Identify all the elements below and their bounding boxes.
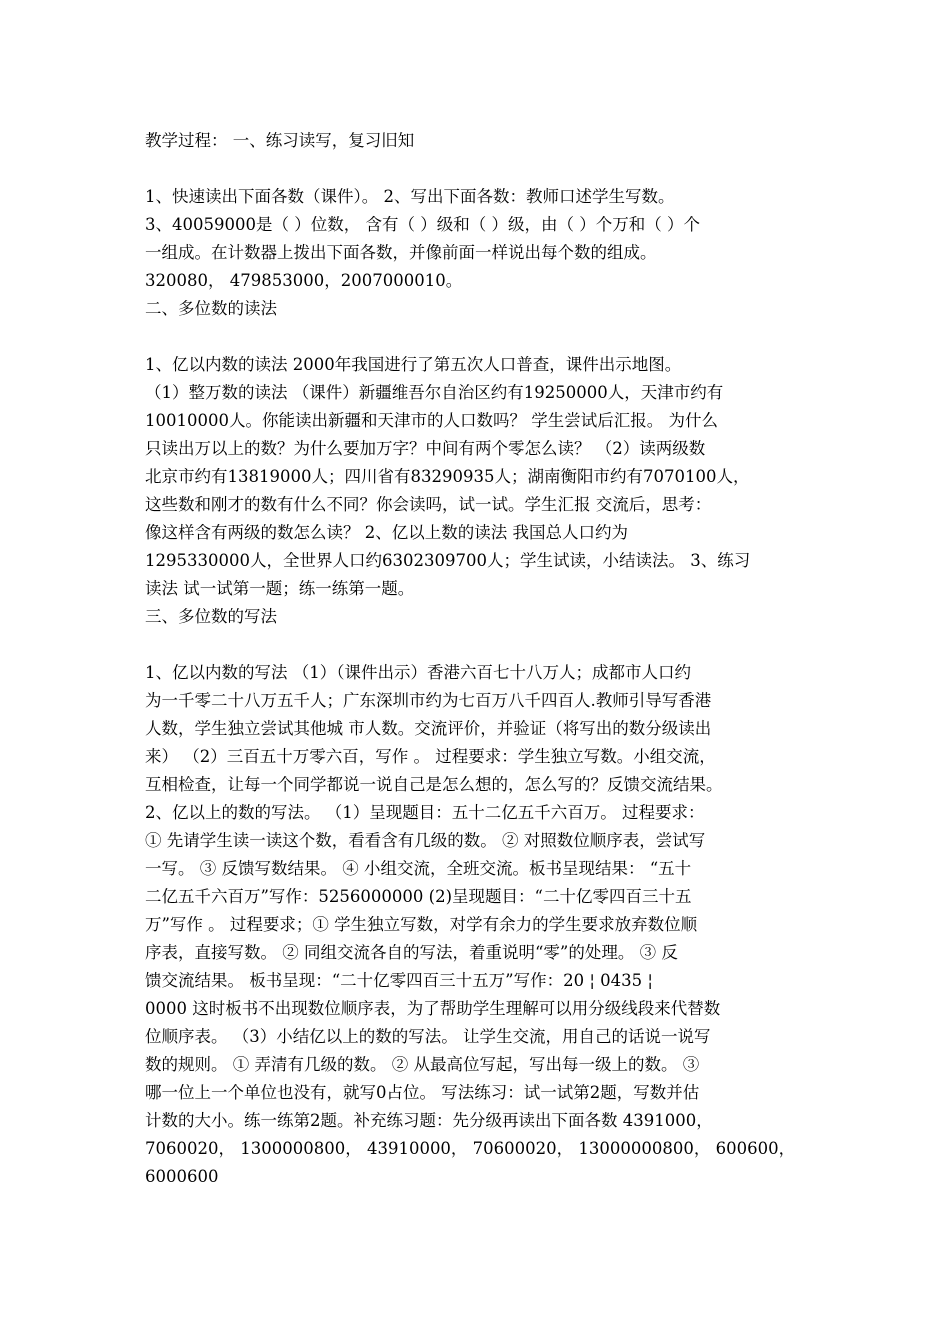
text-line: 一写。 ③ 反馈写数结果。 ④ 小组交流，全班交流。板书呈现结果： “五十 xyxy=(145,859,692,878)
text-line: 互相检查，让每一个同学都说一说自己是怎么想的，怎么写的？反馈交流结果。 xyxy=(145,775,723,794)
text-line: 只读出万以上的数？为什么要加万字？中间有两个零怎么读？ （2）读两级数 xyxy=(145,439,706,458)
text-line: 2、亿以上的数的写法。 （1）呈现题目：五十二亿五千六百万。 过程要求： xyxy=(145,803,705,822)
text-line: 1295330000人，全世界人口约6302309700人；学生试读，小结读法。 3、练习 xyxy=(145,551,751,570)
text-line: 北京市约有13819000人；四川省有83290935人；湖南衡阳市约有7070100人， xyxy=(145,467,750,486)
section-heading-2: 二、多位数的读法 xyxy=(145,299,277,318)
text-line: 1、快速读出下面各数（课件）。 2、写出下面各数：教师口述学生写数。 xyxy=(145,187,675,206)
text-line: 像这样含有两级的数怎么读？ 2、亿以上数的读法 我国总人口约为 xyxy=(145,523,628,542)
text-line: 来） （2）三百五十万零六百，写作 。 过程要求：学生独立写数。小组交流， xyxy=(145,747,716,766)
text-line: ① 先请学生读一读这个数，看看含有几级的数。 ② 对照数位顺序表，尝试写 xyxy=(145,831,706,850)
text-line: 1、亿以内数的写法 （1）（课件出示）香港六百七十八万人；成都市人口约 xyxy=(145,663,691,682)
text-line: 万”写作 。 过程要求；① 学生独立写数，对学有余力的学生要求放弃数位顺 xyxy=(145,915,698,934)
text-line: 3、40059000是（ ）位数， 含有（ ）级和（ ）级，由（ ）个万和（ ）个 xyxy=(145,215,700,234)
text-line: 数的规则。 ① 弄清有几级的数。 ② 从最高位写起，写出每一级上的数。 ③ xyxy=(145,1055,700,1074)
text-line: 这些数和刚才的数有什么不同？你会读吗，试一试。学生汇报 交流后，思考： xyxy=(145,495,712,514)
text-line: 二亿五千六百万”写作：5256000000 (2)呈现题目：“二十亿零四百三十五 xyxy=(145,887,692,906)
text-line: 320080， 479853000，2007000010。 xyxy=(145,271,463,290)
text-line: 0000 这时板书不出现数位顺序表，为了帮助学生理解可以用分级线段来代替数 xyxy=(145,999,721,1018)
text-line: 馈交流结果。 板书呈现：“二十亿零四百三十五万”写作：20 ¦ 0435 ¦ xyxy=(145,971,653,990)
text-line: 序表，直接写数。 ② 同组交流各自的写法，着重说明“零”的处理。 ③ 反 xyxy=(145,943,678,962)
text-line: 一组成。在计数器上拨出下面各数，并像前面一样说出每个数的组成。 xyxy=(145,243,657,262)
section-heading-3: 三、多位数的写法 xyxy=(145,607,277,626)
section-heading-1: 教学过程： 一、练习读写，复习旧知 xyxy=(145,131,415,150)
text-line: 位顺序表。 （3）小结亿以上的数的写法。 让学生交流，用自己的话说一说写 xyxy=(145,1027,711,1046)
text-line: 7060020， 1300000800， 43910000， 70600020， 13000000800， 600600， xyxy=(145,1139,796,1158)
text-line: （1）整万数的读法 （课件）新疆维吾尔自治区约有19250000人，天津市约有 xyxy=(145,383,724,402)
text-line: 人数，学生独立尝试其他城 市人数。交流评价，并验证（将写出的数分级读出 xyxy=(145,719,712,738)
text-line: 读法 试一试第一题；练一练第一题。 xyxy=(145,579,415,598)
text-line: 哪一位上一个单位也没有，就写0占位。 写法练习：试一试第2题，写数并估 xyxy=(145,1083,700,1102)
text-line: 10010000人。你能读出新疆和天津市的人口数吗？ 学生尝试后汇报。 为什么 xyxy=(145,411,718,430)
text-line: 1、亿以内数的读法 2000年我国进行了第五次人口普查，课件出示地图。 xyxy=(145,355,682,374)
text-line: 计数的大小。练一练第2题。补充练习题：先分级再读出下面各数 4391000， xyxy=(145,1111,713,1130)
text-line: 6000600 xyxy=(145,1167,219,1186)
text-line: 为一千零二十八万五千人；广东深圳市约为七百万八千四百人.教师引导写香港 xyxy=(145,691,712,710)
